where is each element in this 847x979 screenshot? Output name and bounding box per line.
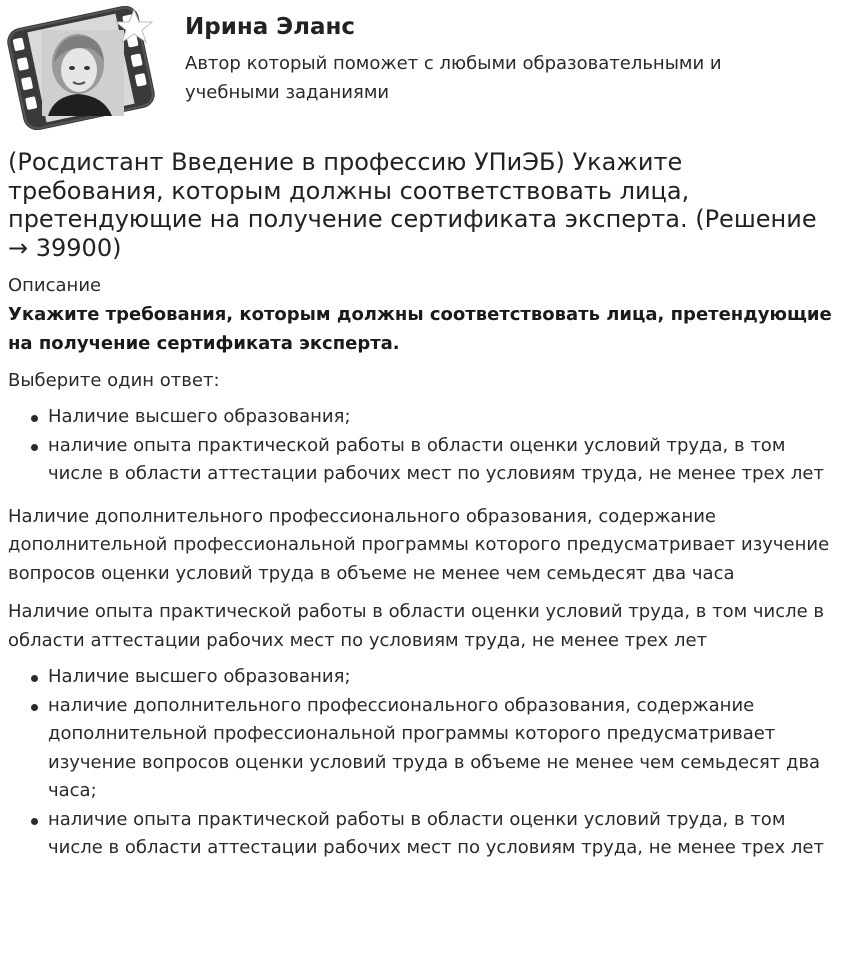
answer-option-3[interactable]: Наличие опыта практической работы в области оценки условий труда, в том числе в области аттестации рабочих мест по условиям труда, не менее трех лет	[8, 601, 825, 651]
list-item: наличие опыта практической работы в области оценки условий труда, в том числе в области аттестации рабочих мест по условиям труда, не менее трех лет	[48, 432, 840, 489]
list-item: наличие дополнительного профессионального образования, содержание дополнительной профессиональной программы которого предусматривает изучение вопросов оценки условий труда в объеме не менее чем семьдесят два часа;	[48, 692, 840, 806]
list-item: наличие опыта практической работы в области оценки условий труда, в том числе в области аттестации рабочих мест по условиям труда, не менее трех лет	[48, 806, 840, 863]
question-content	[8, 148, 840, 863]
question-text: Укажите требования, которым должны соответствовать лица, претендующие на получение сертификата эксперта.	[8, 304, 832, 354]
answer-instruction: Выберите один ответ:	[8, 370, 220, 391]
description-label: Описание	[8, 275, 102, 296]
list-item: Наличие высшего образования;	[48, 403, 840, 432]
answer-option-2[interactable]: Наличие дополнительного профессионального образования, содержание дополнительной профессиональной программы которого предусматривает изучение вопросов оценки условий труда в объеме не менее чем семьдесят два часа	[8, 505, 830, 584]
avatar[interactable]	[6, 6, 156, 130]
avatar-film-frame-icon	[6, 6, 156, 130]
list-item: Наличие высшего образования;	[48, 663, 840, 692]
question-title: (Росдистант Введение в профессию УПиЭБ) Укажите требования, которым должны соответствовать лица, претендующие на получение сертификата эксперта. (Решение → 39900)	[8, 148, 817, 262]
answer-option-1[interactable]	[8, 403, 840, 489]
author-name[interactable]: Ирина Эланс	[185, 14, 356, 40]
answer-option-4[interactable]	[8, 663, 840, 863]
author-description: Автор который поможет с любыми образовательными и учебными заданиями	[185, 53, 722, 103]
author-card	[0, 0, 847, 140]
